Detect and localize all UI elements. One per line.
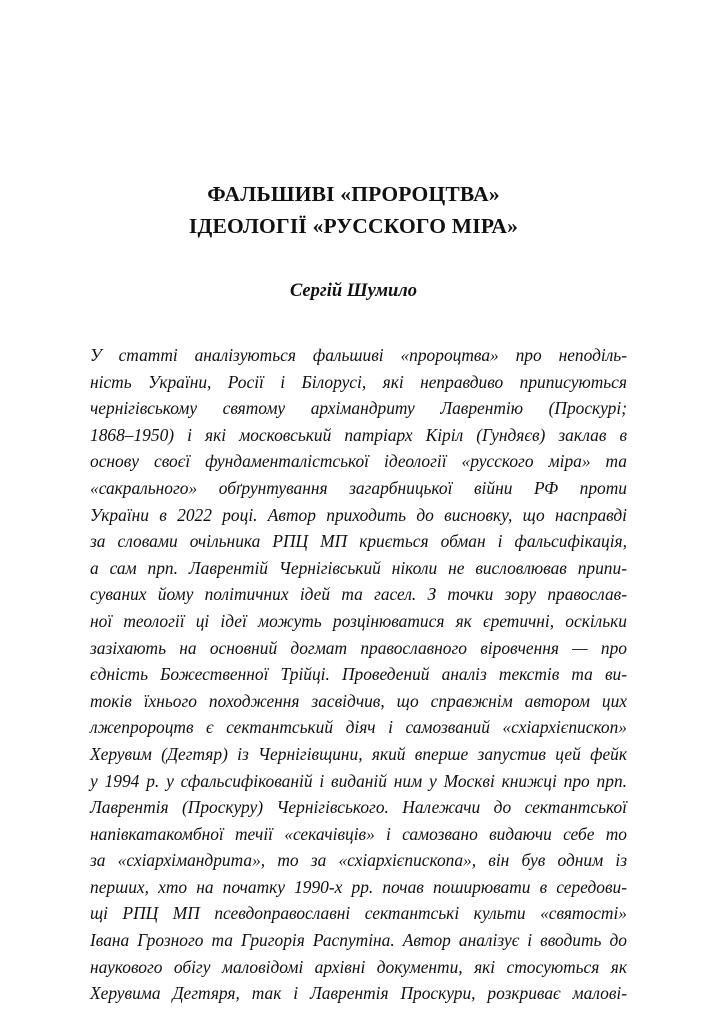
- abstract-line: Івана Грозного та Григорія Распутіна. Автор аналізує і вводить до: [90, 930, 627, 951]
- abstract-line: за «схіархімандрита», то за «схіархієпископа», він був одним із: [90, 850, 627, 871]
- abstract-line: наукового обігу маловідомі архівні документи, які стосуються як: [90, 956, 627, 977]
- article-abstract: [90, 342, 627, 1007]
- abstract-line: зазіхають на основний догмат православного віровчення — про: [90, 637, 627, 658]
- article-title-line: ІДЕОЛОГІЇ «РУССКОГО МІРА»: [188, 214, 519, 238]
- abstract-line: Лаврентія (Проскуру) Чернігівського. Належачи до сектантської: [90, 797, 627, 818]
- abstract-line: а сам прп. Лаврентій Чернігівський ніколи не висловлював припи-: [90, 557, 627, 578]
- abstract-line: напівкатакомбної течії «секачівців» і самозвано видаючи себе то: [90, 823, 627, 844]
- abstract-line: суваних йому політичних ідей та гасел. З точки зору православ-: [90, 584, 627, 605]
- abstract-line: «сакрального» обґрунтування загарбницької війни РФ проти: [90, 477, 627, 498]
- abstract-line: Херувим (Дегтяр) із Чернігівщини, який вперше запустив цей фейк: [90, 743, 627, 764]
- abstract-line: Херувима Дегтяря, так і Лаврентія Проскури, розкриває малові-: [90, 983, 627, 1004]
- abstract-line: ність України, Росії і Білорусі, які неправдиво приписуються: [90, 371, 627, 392]
- abstract-line: єдність Божественної Трійці. Проведений аналіз текстів та ви-: [90, 664, 627, 685]
- abstract-line: 1868–1950) і які московський патріарх Кіріл (Гундяєв) заклав в: [90, 424, 627, 445]
- article-author: Сергій Шумило: [289, 281, 418, 301]
- abstract-line: щі РПЦ МП псевдоправославні сектантські культи «святості»: [90, 903, 627, 924]
- abstract-line: токів їхнього походження засвідчив, що справжнім автором цих: [90, 690, 627, 711]
- abstract-line: лжепророцтв є сектантський діяч і самозваний «схіархієпископ»: [90, 717, 627, 738]
- abstract-line: чернігівському святому архімандриту Лаврентію (Проскурі;: [90, 398, 627, 419]
- article-title-line: ФАЛЬШИВІ «ПРОРОЦТВА»: [207, 182, 500, 206]
- abstract-line: у 1994 р. у сфальсифікованій і виданій ним у Москві книжці про прп.: [90, 770, 627, 791]
- abstract-line: ної теології ці ідеї можуть розцінюватися як єретичні, оскільки: [90, 610, 627, 631]
- article-title: [0, 178, 707, 242]
- abstract-line: основу своєї фундаменталістської ідеології «русского міра» та: [90, 451, 627, 472]
- abstract-line: за словами очільника РПЦ МП криється обман і фальсифікація,: [90, 531, 627, 552]
- abstract-line: перших, хто на початку 1990-х рр. почав поширювати в середови-: [90, 876, 627, 897]
- abstract-line: України в 2022 році. Автор приходить до висновку, що насправді: [90, 504, 627, 525]
- abstract-line: У статті аналізуються фальшиві «пророцтва» про неподіль-: [90, 345, 627, 365]
